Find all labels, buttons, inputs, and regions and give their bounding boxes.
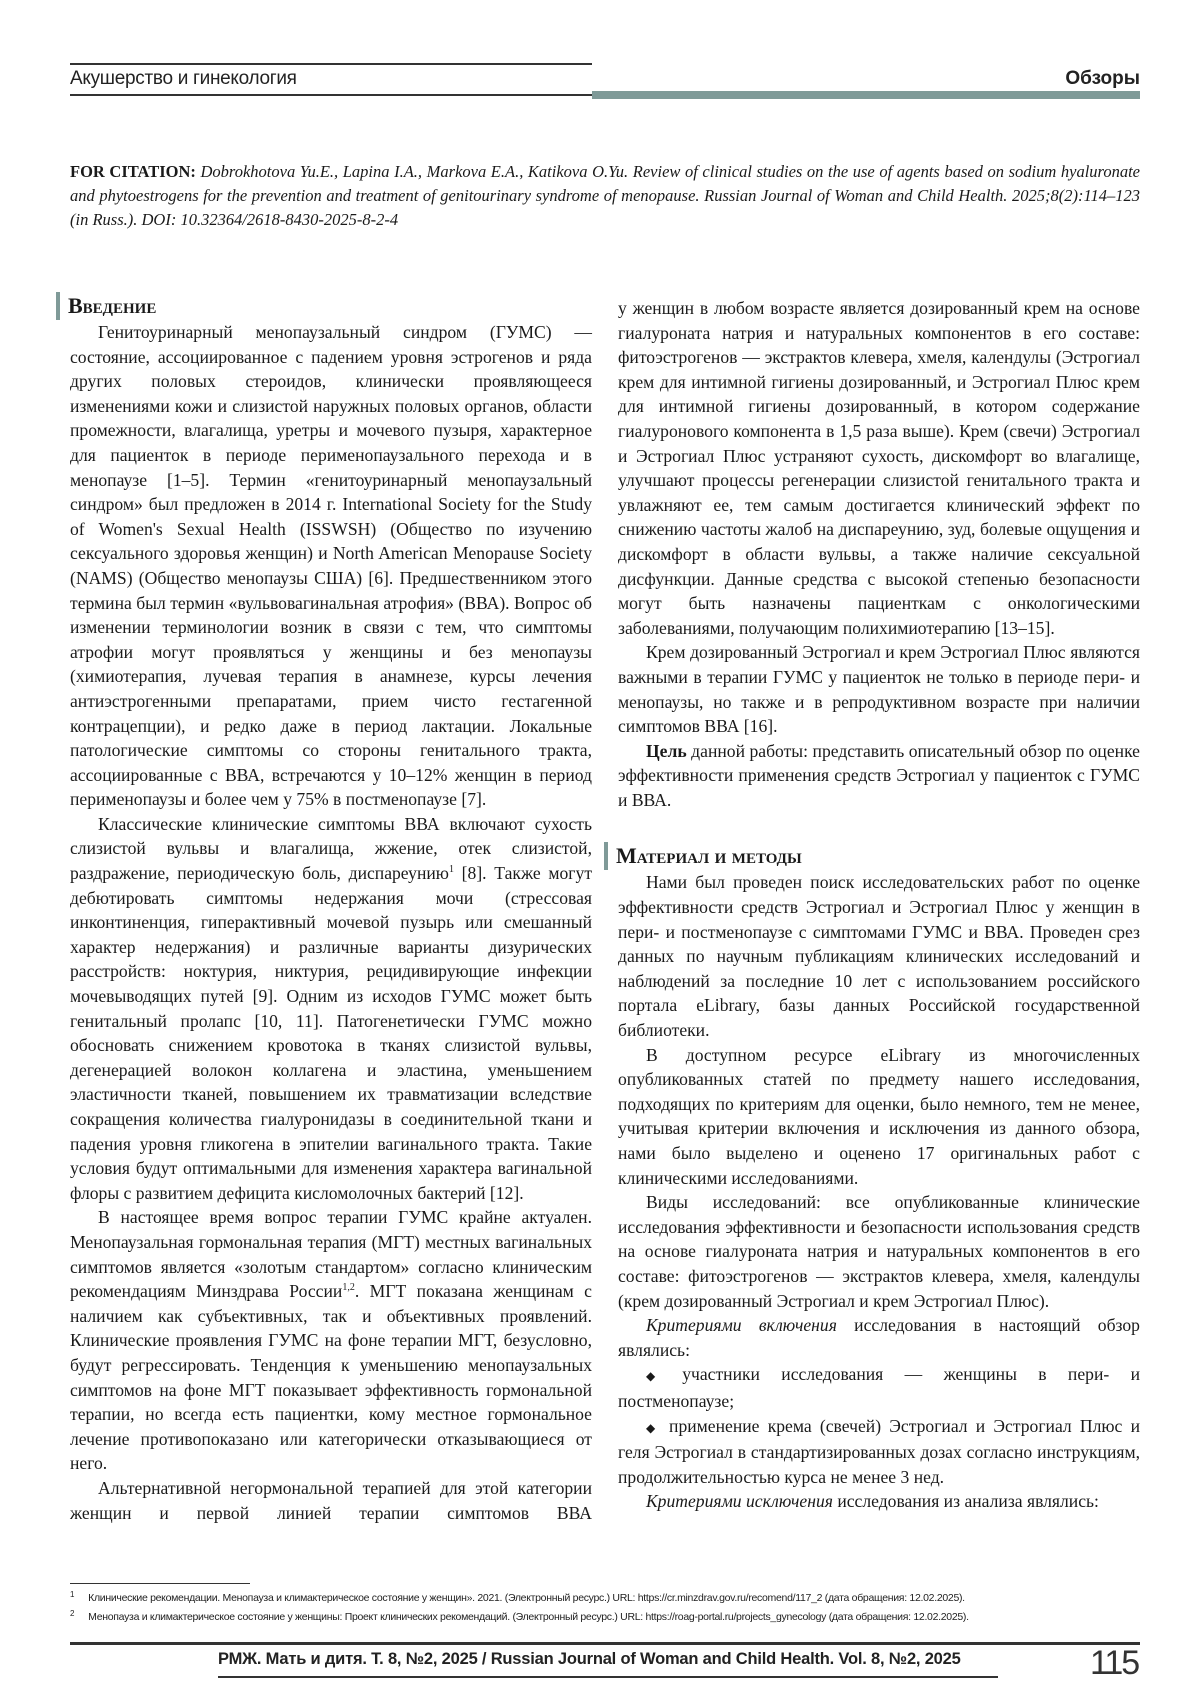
header-rule-bottom: [70, 94, 592, 96]
diamond-bullet-icon: ◆: [646, 1421, 659, 1435]
diamond-bullet-icon: ◆: [646, 1369, 672, 1383]
list-item: [618, 1362, 1140, 1413]
footnote-number: 2: [70, 1609, 74, 1618]
footnote-text: Клинические рекомендации. Менопауза и климактерическое состояние у женщин». 2021. (Электронный ресурс.) URL: https://cr.minzdrav.gov.ru/recomend/117_2 (дата обращения: 12.02.2025).: [88, 1592, 965, 1604]
footnote-rule: [70, 1583, 250, 1584]
citation-text: Dobrokhotova Yu.E., Lapina I.A., Markova E.A., Katikova O.Yu. Review of clinical studies on the use of agents based on sodium hyaluronate and phytoestrogens for the prevention and treatment of genitourinary syndrome of menopause. Russian Journal of Woman and Child Health. 2025;8(2):114–123 (in Russ.). DOI: 10.32364/2618-8430-2025-8-2-4: [70, 162, 1140, 229]
text-bold: Цель: [646, 741, 687, 761]
right-column: [618, 296, 1140, 1514]
footer-underline: [218, 1676, 998, 1678]
footer-journal: РМЖ. Мать и дитя. Т. 8, №2, 2025 / Russian Journal of Woman and Child Health. Vol. 8, №2, 2025: [218, 1650, 961, 1669]
text-italic: Критериями исключения: [646, 1491, 833, 1511]
footnote-ref[interactable]: 1,2: [342, 1282, 355, 1293]
citation-block: [70, 160, 1140, 232]
journal-section: Акушерство и гинекология: [70, 68, 297, 90]
paragraph: [618, 1313, 1140, 1362]
paragraph: В доступном ресурсе eLibrary из многочисленных опубликованных статей по предмету нашего исследования, подходящих по критериям для оценки, было немного, тем не менее, учитывая критерии включения и исключения из данного обзора, нами было выделено и оценено 17 оригинальных работ с клиническими исследованиями.: [618, 1043, 1140, 1191]
text: применение крема (свечей) Эстрогиал и Эстрогиал Плюс и геля Эстрогиал в стандартизированных дозах согласно инструкциям, продолжительностью курса не менее 3 нед.: [618, 1416, 1140, 1487]
paragraph: Виды исследований: все опубликованные клинические исследования эффективности и безопасности использования средств на основе гиалуроната натрия и натуральных компонентов в его составе: фитоэстрогенов — экстрактов клевера, хмеля, календулы (крем дозированный Эстрогиал и крем Эстрогиал Плюс).: [618, 1190, 1140, 1313]
text: В настоящее время вопрос терапии ГУМС крайне актуален. Менопаузальная гормональная терапия (МГТ) местных вагинальных симптомов является «золотым стандартом» согласно клиническим рекомендациям Минздрава России: [70, 1207, 592, 1301]
text: [8]. Также могут дебютировать симптомы недержания мочи (стрессовая инконтиненция, гиперактивный мочевой пузырь или смешанный характер недержания) и различные варианты дизурических расстройств: ноктурия, никтурия, рецидивирующие инфекции мочевыводящих путей [9]. Одним из исходов ГУМС может быть генитальный пролапс [10, 11]. Патогенетически ГУМС можно обосновать снижением кровотока в тканях слизистой вульвы, дегенерацией волокон коллагена и эластина, уменьшением эластичности тканей, повышением их травматизации вследствие сокращения количества гиалуронидазы в соединительной ткани и падения уровня гликогена в эпителии вагинального тракта. Такие условия будут оптимальными для изменения характера вагинальной флоры с развитием дефицита кисломолочных бактерий [12].: [70, 863, 592, 1203]
paragraph: Крем дозированный Эстрогиал и крем Эстрогиал Плюс являются важными в терапии ГУМС у пациенток не только в периоде пери- и менопаузы, но также и в репродуктивном возрасте при наличии симптомов ВВА [16].: [618, 640, 1140, 738]
header-rule-top: [70, 63, 592, 65]
paragraph: [618, 1489, 1140, 1514]
text: Классические клинические симптомы ВВА включают сухость слизистой вульвы и влагалища, жжение, отек слизистой, раздражение, периодическую боль, диспареунию: [70, 814, 592, 883]
paragraph: Нами был проведен поиск исследовательских работ по оценке эффективности средств Эстрогиал и Эстрогиал Плюс у женщин в пери- и постменопаузе с симптомами ГУМС и ВВА. Проведен срез данных по научным публикациям клинических исследований и наблюдений за последние 10 лет с использованием российского портала eLibrary, базы данных Российской государственной библиотеки.: [618, 870, 1140, 1042]
footnote-number: 1: [70, 1590, 74, 1599]
footnote-text: Менопауза и климактерическое состояние у женщины: Проект клинических рекомендаций. (Электронный ресурс.) URL: https://roag-portal.ru/projects_gynecology (дата обращения: 12.02.2025).: [88, 1611, 969, 1623]
paragraph: [618, 739, 1140, 813]
footer-rule: [70, 1642, 1140, 1645]
footnote-ref[interactable]: 1: [449, 864, 454, 875]
text: . МГТ показана женщинам с наличием как субъективных, так и объективных проявлений. Клинические проявления ГУМС на фоне терапии МГТ, безусловно, будут регрессировать. Тенденция к уменьшению менопаузальных симптомов на фоне МГТ показывает эффективность гормональной терапии, но всегда есть пациентки, кому местное гормональное лечение противопоказано или категорически отказывающиеся от него.: [70, 1281, 592, 1473]
footnote: [70, 1592, 965, 1604]
footnote: [70, 1611, 969, 1623]
page-number: 115: [1090, 1644, 1138, 1683]
text: исследования в настоящий обзор являлись:: [618, 1315, 1140, 1360]
citation-label: FOR CITATION:: [70, 162, 196, 181]
section-heading-intro: Введение: [56, 292, 592, 320]
paragraph: [70, 812, 592, 1206]
paragraph: Альтернативной негормональной терапией для этой категории женщин и первой линией терапии симптомов ВВА: [70, 1476, 592, 1525]
article-category: Обзоры: [1065, 68, 1140, 90]
header-accent-bar: [592, 91, 1140, 99]
text-italic: Критериями включения: [646, 1315, 837, 1335]
left-column: [70, 292, 592, 1525]
text: участники исследования — женщины в пери- и постменопаузе;: [618, 1364, 1140, 1411]
paragraph: Генитоуринарный менопаузальный синдром (ГУМС) — состояние, ассоциированное с падением уровня эстрогенов и ряда других половых стероидов, клинически проявляющееся изменениями кожи и слизистой наружных половых органов, области промежности, влагалища, уретры и мочевого пузыря, характерное для пациенток в периоде перименопаузального перехода и в менопаузе [1–5]. Термин «генитоуринарный менопаузальный синдром» был предложен в 2014 г. International Society for the Study of Women's Sexual Health (ISSWSH) (Общество по изучению сексуального здоровья женщин) и North American Menopause Society (NAMS) (Общество менопаузы США) [6]. Предшественником этого термина был термин «вульвовагинальная атрофия» (ВВА). Вопрос об изменении терминологии возник в связи с тем, что симптомы атрофии могут проявляться у женщины и без менопаузы (химиотерапия, лучевая терапия в анамнезе, курсы лечения антиэстрогенными препаратами, прием чисто гестагенной контрацепции), и редко даже в период лактации. Локальные патологические симптомы со стороны генитального тракта, ассоциированные с ВВА, встречаются у 10–12% женщин в период перименопаузы и более чем у 75% в постменопаузе [7].: [70, 320, 592, 812]
paragraph: [70, 1205, 592, 1476]
list-item: [618, 1414, 1140, 1490]
text: данной работы: представить описательный обзор по оценке эффективности применения средств Эстрогиал у пациенток с ГУМС и ВВА.: [618, 741, 1140, 810]
paragraph: у женщин в любом возрасте является дозированный крем на основе гиалуроната натрия и натуральных компонентов в его составе: фитоэстрогенов — экстрактов клевера, хмеля, календулы (Эстрогиал крем для интимной гигиены дозированный, и Эстрогиал Плюс крем для интимной гигиены дозированный, в котором содержание гиалуронового компонента в 1,5 раза выше). Крем (свечи) Эстрогиал и Эстрогиал Плюс устраняют сухость, дискомфорт во влагалище, улучшают процессы регенерации слизистой генитального тракта и увлажняют ее, тем самым достигается клинический эффект по снижению частоты жалоб на диспареунию, зуд, болевые ощущения и дискомфорт в области вульвы, а также наличие сексуальной дисфункции. Данные средства с высокой степенью безопасности могут быть назначены пациенткам с онкологическими заболеваниями, получающим полихимиотерапию [13–15].: [618, 296, 1140, 640]
text: исследования из анализа являлись:: [833, 1491, 1099, 1511]
section-heading-methods: Материал и методы: [604, 842, 1140, 870]
